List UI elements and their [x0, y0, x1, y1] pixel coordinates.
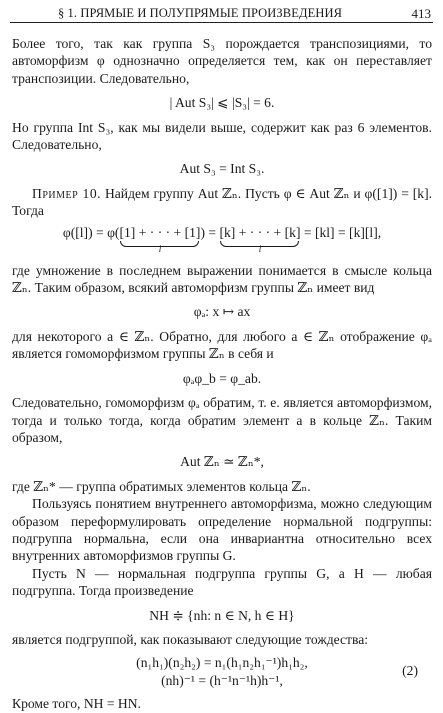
- paragraph: Пользуясь понятием внутреннего автоморфизма, можно следующим образом переформулировать определение нормальной подгруппы: подгруппа нормальна, если она инвариантна относительно всех внутренних автоморфизмов группы G.: [12, 496, 432, 564]
- underbrace-label: l: [258, 243, 262, 254]
- header-rule: [10, 22, 433, 23]
- paragraph: Кроме того, NH = HN.: [12, 696, 141, 712]
- paragraph: Более того, так как группа S₃ порождается транспозициями, то автоморфизм φ однозначно определяется тем, как он переставляет транспозиции. Следовательно,: [12, 36, 432, 86]
- equation-number: (2): [402, 663, 418, 679]
- page-header: [0, 6, 443, 26]
- paragraph: где умножение в последнем выражении понимается в смысле кольца ℤₙ. Таким образом, всякий автоморфизм группы ℤₙ имеет вид: [12, 262, 432, 296]
- paragraph: Пусть N — нормальная подгруппа группы G, а H — любая подгруппа. Тогда произведение: [12, 565, 432, 599]
- equation-line: (n₁h₁)(n₂h₂) = n₁(h₁n₂h₁⁻¹)h₁h₂,: [136, 655, 308, 671]
- example-label: Пример 10.: [32, 185, 102, 201]
- equation-line: (nh)⁻¹ = (h⁻¹n⁻¹h)h⁻¹,: [161, 672, 283, 688]
- numbered-equation: [12, 654, 432, 689]
- example-text: Найдем группу Aut ℤₙ. Пусть φ ∈ Aut ℤₙ и φ([1]) = [k]. Тогда: [12, 185, 432, 219]
- display-equation: φₐφ_b = φ_ab.: [182, 370, 262, 386]
- display-equation: Aut ℤₙ ≃ ℤₙ*,: [180, 454, 264, 470]
- page-body: [12, 35, 432, 713]
- display-equation: φₐ: x ↦ ax: [193, 304, 251, 320]
- equation-part: [1] + · · · + [1]: [119, 224, 201, 240]
- display-equation: Aut S₃ = Int S₃.: [179, 161, 265, 177]
- equation-part: = [kl] = [k][l],: [300, 224, 382, 240]
- paragraph: для некоторого a ∈ ℤₙ. Обратно, для любого a ∈ ℤₙ отображение φₐ является гомоморфизмом группы ℤₙ в себя и: [12, 328, 432, 362]
- display-equation: | Aut S₃| ⩽ |S₃| = 6.: [169, 95, 275, 111]
- paragraph: где ℤₙ* — группа обратимых элементов кольца ℤₙ.: [12, 478, 311, 494]
- equation-part: ) =: [200, 224, 220, 240]
- underbrace-equation: [12, 224, 432, 258]
- paragraph: Следовательно, гомоморфизм φₐ обратим, т. е. является автоморфизмом, тогда и только тогда, когда обратим элемент a в кольце ℤₙ. Таким образом,: [12, 395, 432, 445]
- underbrace-label: l: [158, 243, 162, 254]
- underbrace-group: [119, 224, 201, 254]
- running-head: § 1. ПРЯМЫЕ И ПОЛУПРЯМЫЕ ПРОИЗВЕДЕНИЯ: [57, 6, 343, 20]
- page-number: 413: [411, 6, 431, 21]
- underbrace-group: [219, 224, 301, 254]
- equation-part: φ([l]) = φ(: [62, 224, 120, 240]
- equation-part: [k] + · · · + [k]: [219, 224, 301, 240]
- example-paragraph: [12, 185, 432, 220]
- paragraph: является подгруппой, как показывают следующие тождества:: [12, 631, 369, 647]
- paragraph: Но группа Int S₃, как мы видели выше, содержит как раз 6 элементов. Следовательно,: [12, 119, 432, 153]
- display-equation: NH ≑ {nh: n ∈ N, h ∈ H}: [149, 607, 295, 623]
